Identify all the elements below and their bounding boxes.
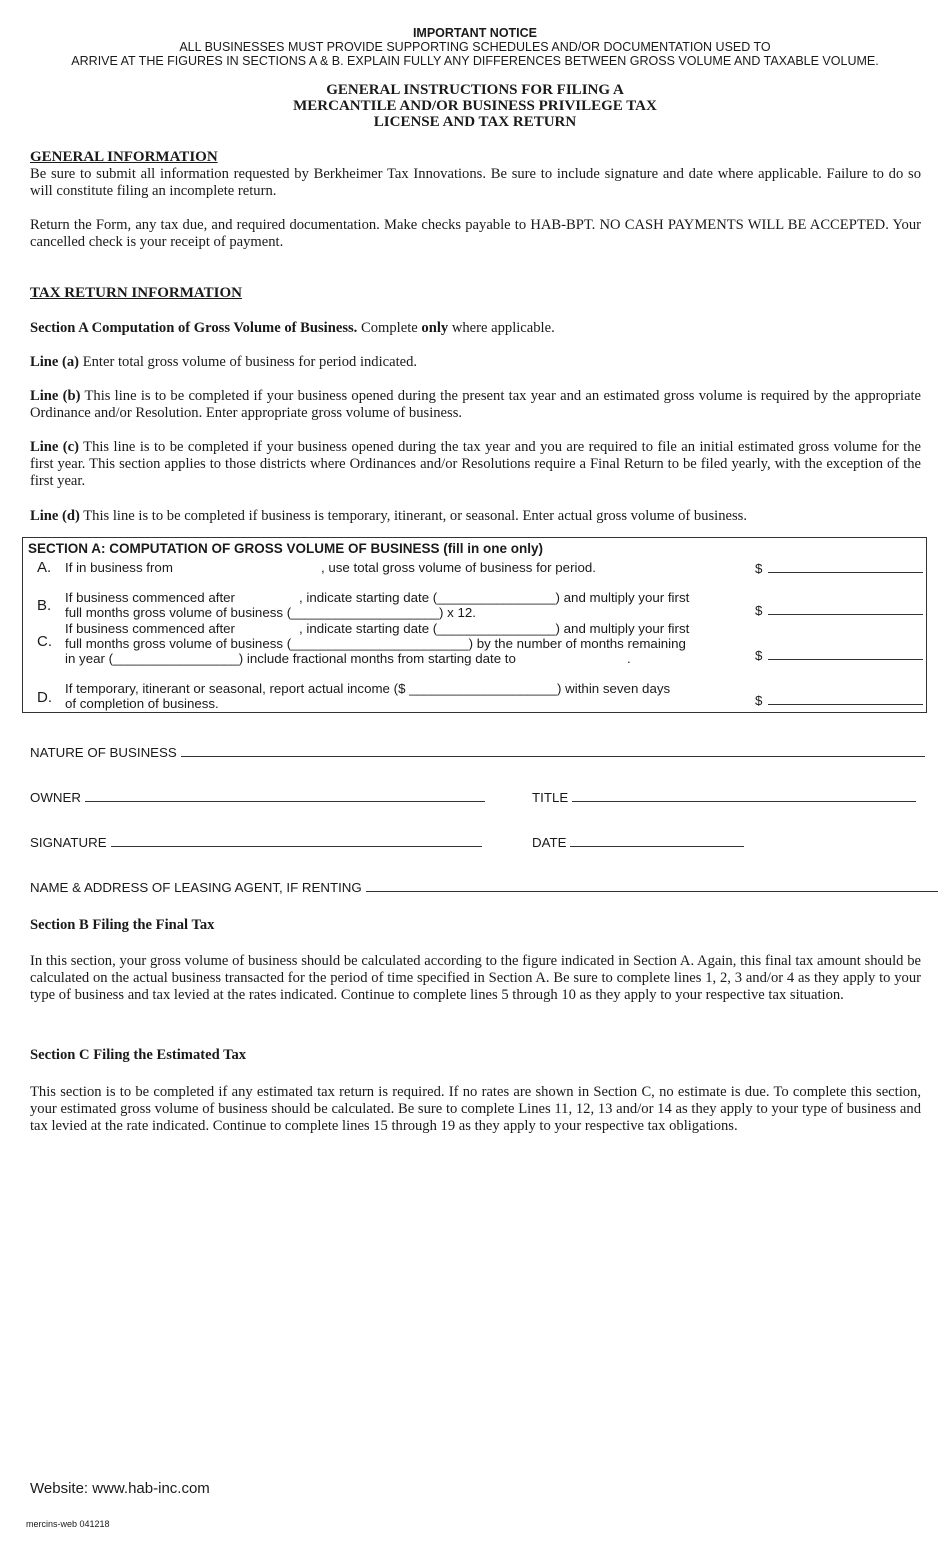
row-c-text-1a: If business commenced after bbox=[65, 621, 235, 636]
row-c-text-1b: , indicate starting date (________________) and multiply your first bbox=[299, 621, 690, 636]
line-d-label: Line (d) bbox=[30, 508, 80, 524]
row-c-text-2: full months gross volume of business (________________________) by the number of months remaining bbox=[65, 636, 686, 651]
date-label: DATE bbox=[532, 835, 567, 850]
line-d-text: This line is to be completed if business is temporary, itinerant, or seasonal. Enter actual gross volume of business. bbox=[83, 508, 748, 524]
row-a-letter: A. bbox=[37, 559, 52, 576]
section-c-text: This section is to be completed if any estimated tax return is required. If no rates are shown in Section C, no estimate is due. To complete this section, your estimated gross volume of business should be calculated. Be sure to complete Lines 11, 12, 13 and/or 14 as they apply to your type of business and tax levied at the rate indicated. Continue to complete lines 15 through 19 as they apply to your respective tax obligations. bbox=[30, 1084, 921, 1134]
section-a-box-title: SECTION A: COMPUTATION OF GROSS VOLUME OF BUSINESS (fill in one only) bbox=[28, 541, 544, 556]
line-b-instruction bbox=[30, 388, 921, 422]
row-b-dollar: $ bbox=[755, 603, 763, 618]
row-d-text-1: If temporary, itinerant or seasonal, report actual income ($ ____________________) within seven days bbox=[65, 681, 671, 696]
signature-field[interactable] bbox=[30, 835, 482, 850]
tax-return-heading: TAX RETURN INFORMATION bbox=[30, 285, 242, 301]
section-b-heading: Section B Filing the Final Tax bbox=[30, 917, 215, 933]
row-b-letter: B. bbox=[37, 597, 52, 614]
section-a-text-1: Complete bbox=[361, 320, 418, 336]
title-field[interactable] bbox=[532, 790, 916, 805]
section-a-box bbox=[22, 537, 927, 713]
notice-line-2: ARRIVE AT THE FIGURES IN SECTIONS A & B. EXPLAIN FULLY ANY DIFFERENCES BETWEEN GROSS VOLUME AND TAXABLE VOLUME. bbox=[71, 54, 879, 68]
general-info-paragraph-1: Be sure to submit all information requested by Berkheimer Tax Innovations. Be sure to include signature and date where applicable. Failure to do so will constitute filing an incomplete return. bbox=[30, 166, 921, 199]
row-c-letter: C. bbox=[37, 633, 52, 650]
owner-field[interactable] bbox=[30, 790, 485, 805]
row-b-text-1a: If business commenced after bbox=[65, 590, 235, 605]
nature-of-business-field[interactable] bbox=[30, 745, 925, 760]
row-d-amount-field[interactable] bbox=[755, 692, 923, 708]
section-b-text: In this section, your gross volume of business should be calculated according to the figure indicated in Section A. Again, this final tax amount should be calculated on the actual business transacted for the period of time specified in Section A. Be sure to complete lines 1, 2, 3 and/or 4 as they apply to your type of business and tax levied at the rates indicated. Continue to complete lines 5 through 10 as they apply to your respective tax situation. bbox=[30, 953, 921, 1003]
row-c-text-3a: in year (_________________) include fractional months from starting date to bbox=[65, 651, 516, 666]
row-b-text-2: full months gross volume of business (____________________) x 12. bbox=[65, 605, 476, 620]
leasing-agent-field[interactable] bbox=[30, 880, 938, 895]
row-c-dollar: $ bbox=[755, 648, 763, 663]
title-line-1: GENERAL INSTRUCTIONS FOR FILING A bbox=[326, 82, 624, 98]
form-code: mercins-web 041218 bbox=[26, 1519, 110, 1529]
notice-title: IMPORTANT NOTICE bbox=[412, 26, 538, 40]
row-a-text-2: , use total gross volume of business for period. bbox=[321, 560, 596, 575]
row-c-amount-field[interactable] bbox=[755, 647, 923, 663]
notice-line-1: ALL BUSINESSES MUST PROVIDE SUPPORTING SCHEDULES AND/OR DOCUMENTATION USED TO bbox=[179, 40, 771, 54]
date-field[interactable] bbox=[532, 835, 744, 850]
row-b-text-1b: , indicate starting date (________________) and multiply your first bbox=[299, 590, 690, 605]
section-a-text-2: where applicable. bbox=[451, 320, 555, 336]
title-label: TITLE bbox=[532, 790, 569, 805]
leasing-agent-label: NAME & ADDRESS OF LEASING AGENT, IF RENTING bbox=[30, 880, 362, 895]
title-line-2: MERCANTILE AND/OR BUSINESS PRIVILEGE TAX bbox=[293, 98, 657, 114]
line-a-text: Enter total gross volume of business for period indicated. bbox=[82, 354, 418, 370]
line-b-text: This line is to be completed if your business opened during the present tax year and an estimated gross volume is required by the appropriate Ordinance and/or Resolution. Enter appropriate gross volume of business. bbox=[30, 388, 921, 421]
section-a-only: only bbox=[421, 320, 449, 336]
signature-label: SIGNATURE bbox=[30, 835, 107, 850]
line-a-label: Line (a) bbox=[30, 354, 80, 370]
general-info-paragraph-2: Return the Form, any tax due, and required documentation. Make checks payable to HAB-BPT. NO CASH PAYMENTS WILL BE ACCEPTED. Your cancelled check is your receipt of payment. bbox=[30, 217, 921, 250]
row-d-dollar: $ bbox=[755, 693, 763, 708]
line-c-instruction bbox=[30, 439, 921, 490]
row-d-letter: D. bbox=[37, 689, 52, 706]
general-info-heading: GENERAL INFORMATION bbox=[30, 149, 218, 165]
line-b-label: Line (b) bbox=[30, 388, 81, 404]
row-a-text-1: If in business from bbox=[65, 560, 173, 575]
row-a-amount-field[interactable] bbox=[755, 560, 923, 576]
row-d-text-2: of completion of business. bbox=[65, 696, 219, 711]
nature-of-business-label: NATURE OF BUSINESS bbox=[30, 745, 177, 760]
website-link[interactable]: Website: www.hab-inc.com bbox=[30, 1480, 210, 1497]
title-line-3: LICENSE AND TAX RETURN bbox=[373, 114, 577, 130]
row-a-dollar: $ bbox=[755, 561, 763, 576]
line-c-label: Line (c) bbox=[30, 439, 79, 455]
section-a-label: Section A Computation of Gross Volume of Business. bbox=[30, 320, 358, 336]
row-b-amount-field[interactable] bbox=[755, 602, 923, 618]
line-a-instruction bbox=[30, 354, 921, 371]
row-c-text-3b: . bbox=[627, 651, 631, 666]
section-a-instruction bbox=[30, 320, 921, 337]
section-c-heading: Section C Filing the Estimated Tax bbox=[30, 1047, 247, 1063]
line-d-instruction bbox=[30, 508, 921, 525]
owner-label: OWNER bbox=[30, 790, 81, 805]
line-c-text: This line is to be completed if your business opened during the tax year and you are required to file an initial estimated gross volume for the first year. This section applies to those districts where Ordinances and/or Resolutions require a Final Return to be filed yearly, with the exception of the first year. bbox=[30, 439, 921, 489]
